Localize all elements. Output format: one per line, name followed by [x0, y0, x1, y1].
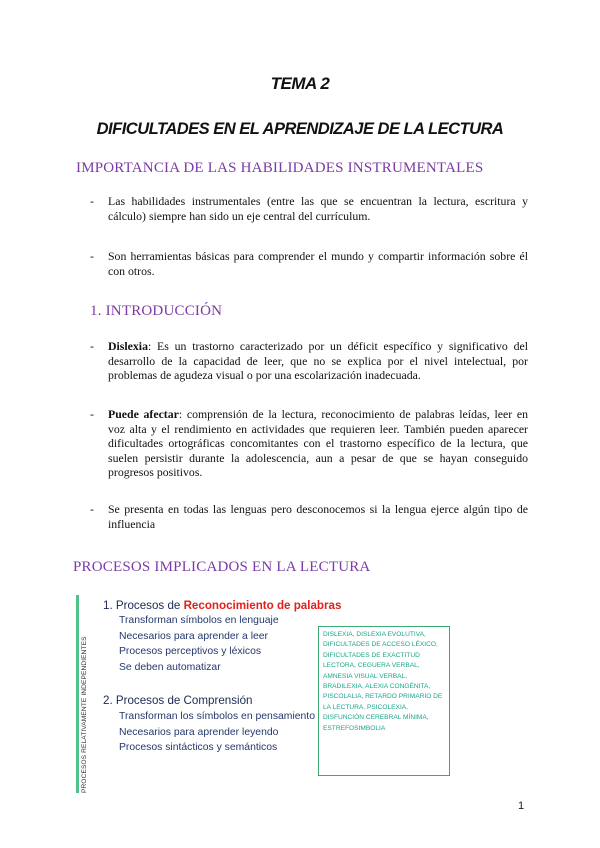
proceso-1-title — [103, 599, 341, 612]
proceso-1-line: Transforman símbolos en lenguaje — [119, 615, 279, 626]
bullet-text: Se presenta en todas las lenguas pero desconocemos si la lengua ejerce algún tipo de influencia — [108, 502, 528, 531]
bullet-dash: - — [90, 502, 94, 516]
proceso-1-prefix: 1. Procesos de — [103, 599, 184, 612]
bullet-dash: - — [90, 407, 94, 421]
proceso-2-line: Transforman los símbolos en pensamiento — [119, 711, 315, 722]
vertical-label-bar — [76, 595, 97, 793]
proceso-2-title: 2. Procesos de Comprensión — [103, 694, 253, 707]
bullet-lenguas — [90, 502, 528, 531]
heading-importancia: IMPORTANCIA DE LAS HABILIDADES INSTRUMENTALES — [76, 160, 484, 176]
bullet-text: Las habilidades instrumentales (entre las que se encuentran la lectura, escritura y cálculo) siempre han sido un eje central del currículum. — [108, 194, 528, 223]
proceso-2-line: Necesarios para aprender leyendo — [119, 727, 279, 738]
bullet-puede-afectar — [90, 407, 528, 480]
bullet-bold-term: Puede afectar — [108, 407, 179, 421]
bullet-bold-term: Dislexia — [108, 339, 148, 353]
proceso-1-line: Se deben automatizar — [119, 662, 221, 673]
proceso-2-line: Procesos sintácticos y semánticos — [119, 742, 278, 753]
bullet-dash: - — [90, 194, 94, 208]
heading-procesos: PROCESOS IMPLICADOS EN LA LECTURA — [73, 559, 371, 575]
proceso-1-line: Necesarios para aprender a leer — [119, 631, 269, 642]
procesos-diagram — [76, 593, 456, 795]
proceso-1-highlight: Reconocimiento de palabras — [183, 599, 342, 612]
document-title: TEMA 2 — [270, 74, 330, 93]
vertical-label: PROCESOS RELATIVAMENTE INDEPENDIENTES — [81, 636, 88, 793]
bullet-dash: - — [90, 339, 94, 353]
page-number: 1 — [518, 800, 525, 812]
bullet-text — [108, 407, 528, 480]
bullet-text — [108, 339, 528, 383]
bullet-dash: - — [90, 249, 94, 263]
bullet-body: : comprensión de la lectura, reconocimiento de palabras leídas, leer en voz alta y el rendimiento en actividades que requieren leer. También pueden aparecer dificultades ortográficas concomitantes con el trastorno específico de la lectura, que suelen persistir durante la adolescencia, aun a pesar de que se hayan conseguido progresos positivos. — [108, 407, 528, 479]
bullet-text: Son herramientas básicas para comprender el mundo y compartir información sobre él con otros. — [108, 249, 528, 278]
proceso-1-line: Procesos perceptivos y léxicos — [119, 646, 262, 657]
heading-introduccion: 1. INTRODUCCIÓN — [90, 303, 223, 319]
bullet-dislexia — [90, 339, 528, 383]
document-subtitle: DIFICULTADES EN EL APRENDIZAJE DE LA LECTURA — [96, 120, 504, 138]
bullet-herramientas — [90, 249, 528, 278]
dislexia-terms-box: DISLEXIA, DISLEXIA EVOLUTIVA, DIFICULTADES DE ACCESO LÉXICO, DIFICULTADES DE EXACTITUD LECTORA, CEGUERA VERBAL, AMNESIA VISUAL VERBAL, BRADILEXIA, ALEXIA CONGÉNITA, PISCOLALIA, RETARDO PRIMARIO DE LA LECTURA, PSICOLEXIA, DISFUNCIÓN CEREBRAL MÍNIMA, ESTREFOSIMBOLIA — [318, 626, 450, 776]
bullet-habilidades — [90, 194, 528, 223]
bullet-body: : Es un trastorno caracterizado por un déficit específico y significativo del desarrollo de la capacidad de leer, que no se explica por el nivel intelectual, por problemas de agudeza visual o por una escolarización inadecuada. — [108, 339, 528, 382]
